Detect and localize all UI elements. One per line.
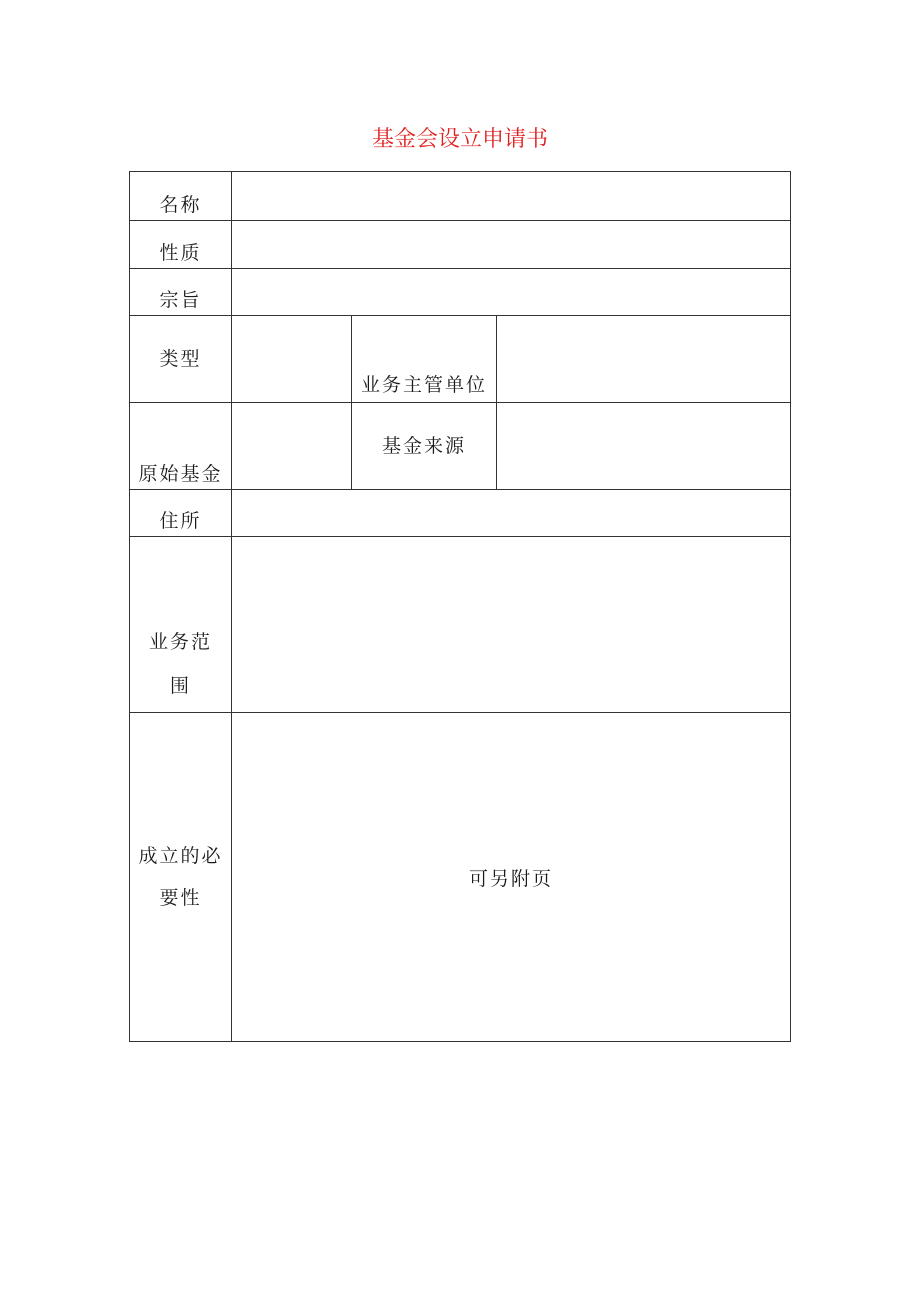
necessity-label-line1: 成立的必 — [138, 845, 223, 867]
application-form-table — [129, 171, 791, 1042]
address-label: 住所 — [130, 490, 232, 537]
purpose-field[interactable] — [232, 269, 791, 316]
business-scope-label — [130, 537, 232, 713]
name-label: 名称 — [130, 172, 232, 221]
row-purpose — [130, 269, 791, 316]
business-scope-field[interactable] — [232, 537, 791, 713]
business-scope-label-line2: 围 — [169, 675, 191, 697]
original-fund-field[interactable] — [232, 403, 352, 490]
name-field[interactable] — [232, 172, 791, 221]
necessity-label — [130, 713, 232, 1042]
supervisor-field[interactable] — [497, 316, 791, 403]
type-field[interactable] — [232, 316, 352, 403]
row-original-fund — [130, 403, 791, 490]
row-type — [130, 316, 791, 403]
fund-source-label: 基金来源 — [352, 403, 497, 490]
necessity-field[interactable] — [232, 713, 791, 1042]
supervisor-label: 业务主管单位 — [352, 316, 497, 403]
row-name — [130, 172, 791, 221]
row-address — [130, 490, 791, 537]
nature-label: 性质 — [130, 221, 232, 269]
fund-source-field[interactable] — [497, 403, 791, 490]
necessity-label-line2: 要性 — [159, 887, 202, 909]
row-business-scope — [130, 537, 791, 713]
business-scope-label-line1: 业务范 — [148, 631, 212, 653]
nature-field[interactable] — [232, 221, 791, 269]
row-necessity — [130, 713, 791, 1042]
original-fund-label: 原始基金 — [130, 403, 232, 490]
type-label: 类型 — [130, 316, 232, 403]
purpose-label: 宗旨 — [130, 269, 232, 316]
necessity-note: 可另附页 — [469, 867, 554, 890]
page-title: 基金会设立申请书 — [371, 127, 548, 152]
address-field[interactable] — [232, 490, 791, 537]
row-nature — [130, 221, 791, 269]
